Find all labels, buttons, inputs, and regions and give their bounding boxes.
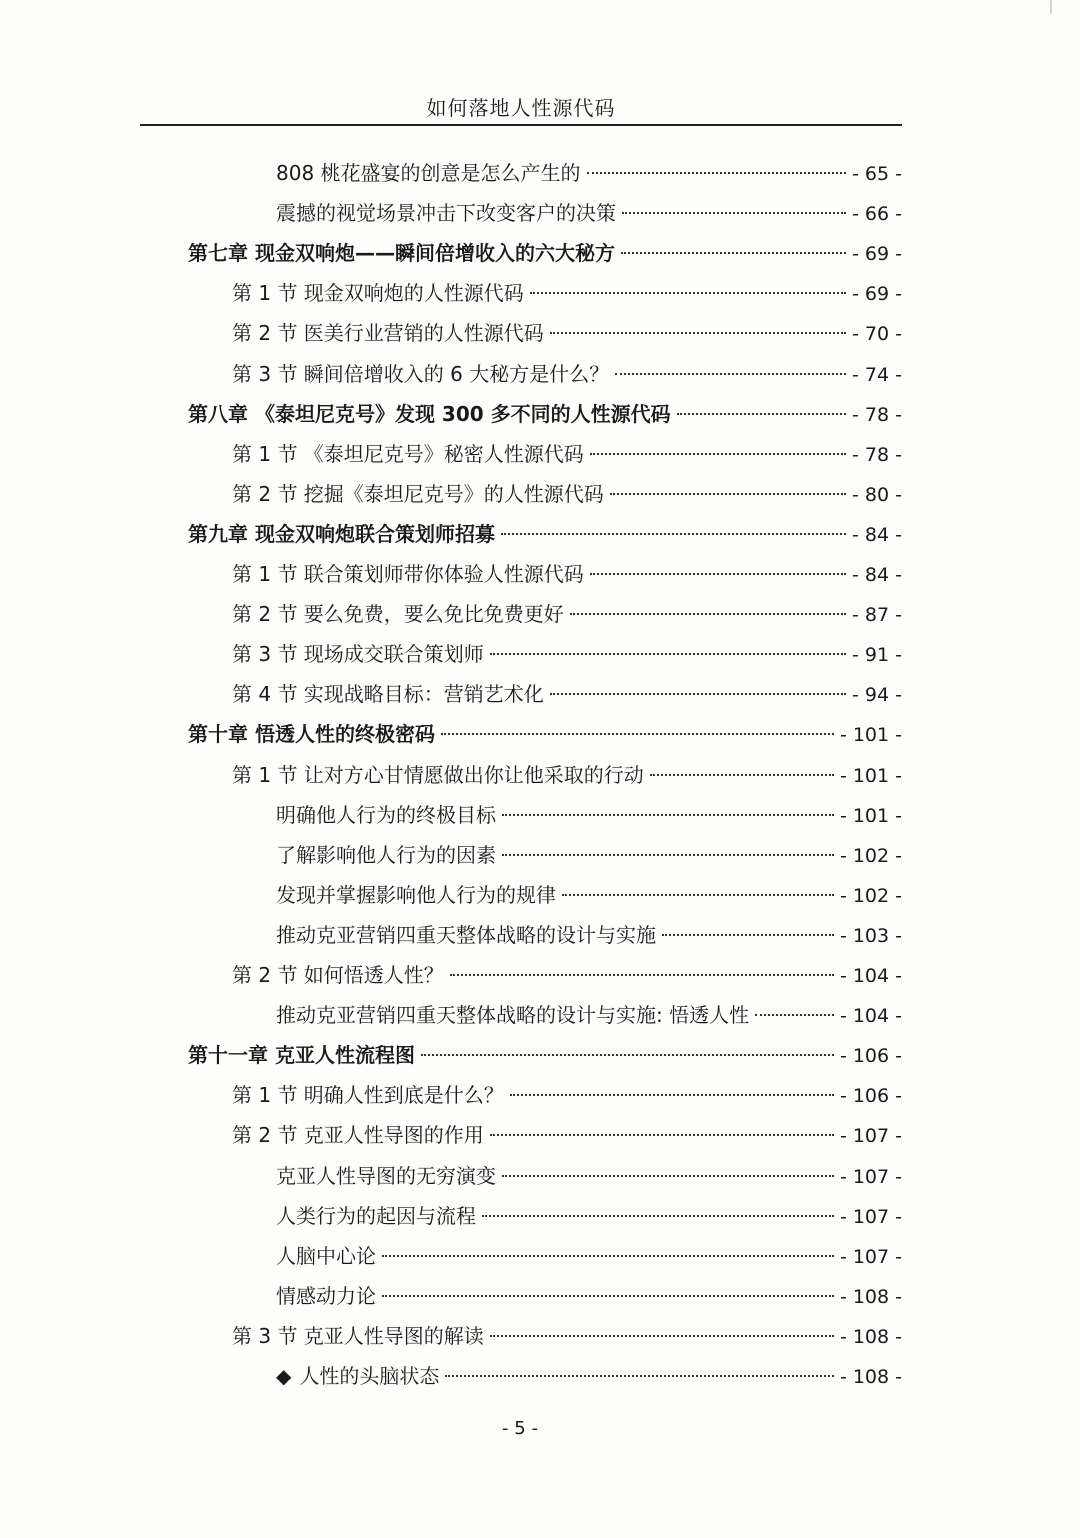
toc-entry-page: - 103 -: [839, 924, 902, 947]
dot-leader: [562, 894, 834, 896]
scan-edge-mark: [1050, 0, 1062, 14]
toc-entry-text: 第 3 节 克亚人性导图的解读: [232, 1323, 484, 1348]
toc-entry-page: - 107 -: [839, 1165, 902, 1188]
toc-entry-page: - 69 -: [852, 243, 902, 266]
dot-leader: [590, 573, 846, 575]
toc-entry-page: - 66 -: [852, 203, 902, 226]
toc-entry-title: [276, 198, 616, 228]
dot-leader: [550, 693, 846, 695]
toc-entry-title: [276, 1281, 376, 1311]
toc-section: [232, 760, 902, 790]
toc-section: [232, 639, 902, 669]
toc-section: [232, 278, 902, 308]
dot-leader: [502, 854, 834, 856]
toc-entry-page: - 104 -: [839, 1005, 902, 1028]
toc-entry-page: - 101 -: [839, 804, 902, 827]
toc-entry-page: - 108 -: [839, 1325, 902, 1348]
dot-leader: [621, 252, 846, 254]
dot-leader: [610, 493, 846, 495]
toc-entry-text: 第 2 节 医美行业营销的人性源代码: [232, 321, 544, 346]
dot-leader: [502, 1175, 834, 1177]
toc-entry-text: 人脑中心论: [276, 1243, 376, 1268]
dot-leader: [502, 814, 834, 816]
toc-entry-title: [276, 1241, 376, 1271]
toc-section: [232, 1321, 902, 1351]
dot-leader: [450, 974, 834, 976]
toc-entry-page: - 78 -: [852, 403, 902, 426]
toc-entry-text: 推动克亚营销四重天整体战略的设计与实施: 悟透人性: [276, 1003, 750, 1028]
toc-entry-title: [232, 679, 544, 709]
toc-entry-text: 第 1 节 《泰坦尼克号》秘密人性源代码: [232, 441, 584, 466]
toc-chapter: [188, 399, 902, 429]
header-rule: [140, 124, 902, 126]
toc-entry-text: 发现并掌握影响他人行为的规律: [276, 882, 556, 907]
toc-entry-title: [276, 840, 496, 870]
toc-entry-text: 明确他人行为的终极目标: [276, 802, 496, 827]
dot-leader: [662, 934, 834, 936]
toc-entry-page: - 69 -: [852, 283, 902, 306]
toc-subsection: [276, 198, 902, 228]
toc-entry-text: 人类行为的起因与流程: [276, 1203, 476, 1228]
toc-section: [232, 1120, 902, 1150]
dot-leader: [677, 413, 846, 415]
toc-section: [232, 318, 902, 348]
toc-entry-title: [188, 719, 435, 749]
toc-subsection: [276, 840, 902, 870]
toc-entry-text: 第七章 现金双响炮——瞬间倍增收入的六大秘方: [188, 241, 615, 266]
toc-entry-page: - 102 -: [839, 884, 902, 907]
toc-entry-title: [232, 559, 584, 589]
toc-entry-title: [276, 1161, 496, 1191]
dot-leader: [587, 172, 847, 174]
toc-entry-text: 第八章 《泰坦尼克号》发现 300 多不同的人性源代码: [188, 401, 671, 426]
toc-entry-page: - 104 -: [839, 965, 902, 987]
toc-section: [232, 599, 902, 629]
toc-chapter: [188, 719, 902, 749]
toc-section: [232, 960, 902, 990]
toc-entry-title: [232, 639, 484, 669]
dot-leader: [650, 774, 834, 776]
toc-entry-page: - 84 -: [852, 523, 902, 546]
toc-chapter: [188, 238, 902, 268]
toc-entry-text: 第十章 悟透人性的终极密码: [188, 722, 435, 747]
toc-section: [232, 559, 902, 589]
toc-entry-page: - 94 -: [852, 684, 902, 707]
page-title: 如何落地人性源代码: [426, 96, 616, 120]
toc-entry-title: [188, 399, 671, 429]
toc-subsection: [276, 1161, 902, 1191]
toc-entry-title: [232, 359, 609, 389]
dot-leader: [501, 533, 846, 535]
toc-entry-text: 第 3 节 瞬间倍增收入的 6 大秘方是什么？: [232, 361, 610, 386]
toc-entry-title: [188, 1040, 415, 1070]
toc-subsection: [276, 880, 902, 910]
toc-entry-text: 第九章 现金双响炮联合策划师招募: [188, 521, 495, 546]
toc-section: [232, 359, 902, 389]
dot-leader: [530, 292, 846, 294]
toc-subsection: [276, 1201, 902, 1231]
toc-entry-page: - 101 -: [839, 724, 902, 747]
toc-entry-text: 808 桃花盛宴的创意是怎么产生的: [276, 161, 581, 185]
toc-entry-page: - 101 -: [839, 764, 902, 787]
page-number: - 5 -: [502, 1418, 538, 1439]
diamond-bullet-icon: ◆: [276, 1364, 292, 1388]
toc-subsection: [276, 158, 902, 188]
toc-entry-page: - 80 -: [852, 483, 902, 506]
dot-leader: [755, 1014, 834, 1016]
toc-entry-text: 第 1 节 让对方心甘情愿做出你让他采取的行动: [232, 762, 644, 787]
toc-entry-title: [232, 479, 604, 509]
dot-leader: [590, 453, 846, 455]
dot-leader: [441, 733, 834, 735]
toc-entry-title: [188, 238, 615, 268]
toc-subsection: [276, 1361, 902, 1391]
toc-entry-page: - 107 -: [839, 1125, 902, 1148]
toc-entry-text: 第 1 节 现金双响炮的人性源代码: [232, 281, 524, 306]
toc-subsection: [276, 1241, 902, 1271]
dot-leader: [445, 1375, 834, 1377]
toc-entry-text: 震撼的视觉场景冲击下改变客户的决策: [276, 201, 616, 226]
toc-entry-page: - 91 -: [852, 644, 902, 667]
toc-entry-title: [232, 1120, 484, 1150]
toc-entry-title: [276, 1361, 439, 1391]
dot-leader: [615, 373, 846, 375]
toc-entry-title: [232, 278, 524, 308]
toc-entry-text: 第 2 节 挖掘《泰坦尼克号》的人性源代码: [232, 481, 604, 506]
toc-entry-text: 推动克亚营销四重天整体战略的设计与实施: [276, 922, 656, 947]
toc-section: [232, 679, 902, 709]
toc-section: [232, 439, 902, 469]
toc-entry-text: 第 2 节 要么免费，要么免比免费更好: [232, 602, 564, 627]
toc-entry-page: - 78 -: [852, 443, 902, 466]
dot-leader: [490, 1134, 834, 1136]
dot-leader: [490, 1335, 834, 1337]
toc-entry-text: 第 3 节 现场成交联合策划师: [232, 642, 484, 667]
toc-entry-page: - 107 -: [839, 1205, 902, 1228]
toc-subsection: [276, 1281, 902, 1311]
toc-entry-page: - 74 -: [852, 363, 902, 386]
toc-entry-page: - 106 -: [839, 1045, 902, 1068]
toc-subsection: [276, 1000, 902, 1030]
toc-entry-text: 第 1 节 联合策划师带你体验人性源代码: [232, 562, 584, 586]
toc-entry-page: - 108 -: [839, 1366, 902, 1388]
toc-entry-title: [276, 800, 496, 830]
toc-subsection: [276, 920, 902, 950]
dot-leader: [421, 1054, 834, 1056]
toc-chapter: [188, 1040, 902, 1070]
dot-leader: [622, 212, 846, 214]
toc-entry-text: 第 1 节 明确人性到底是什么？: [232, 1083, 504, 1108]
toc-section: [232, 1080, 902, 1110]
toc-chapter: [188, 519, 902, 549]
dot-leader: [550, 332, 846, 334]
toc-entry-text: 人性的头脑状态: [299, 1364, 440, 1388]
toc-entry-text: 克亚人性导图的无穷演变: [276, 1163, 496, 1188]
toc-entry-title: [276, 920, 656, 950]
toc-subsection: [276, 800, 902, 830]
toc-entry-text: 第 4 节 实现战略目标：营销艺术化: [232, 682, 544, 707]
dot-leader: [490, 653, 846, 655]
toc-entry-title: [232, 960, 444, 990]
toc-entry-title: [232, 1321, 484, 1351]
toc-entry-title: [232, 1080, 504, 1110]
toc-entry-page: - 102 -: [839, 844, 902, 867]
dot-leader: [510, 1094, 834, 1096]
toc-entry-text: 第十一章 克亚人性流程图: [188, 1043, 415, 1068]
toc-entry-title: [276, 1201, 476, 1231]
dot-leader: [382, 1295, 834, 1297]
toc-entry-title: [232, 599, 564, 629]
toc-entry-title: [188, 519, 495, 549]
toc-section: [232, 479, 902, 509]
toc-entry-page: - 107 -: [839, 1245, 902, 1268]
dot-leader: [382, 1255, 834, 1257]
toc-entry-page: - 87 -: [852, 604, 902, 627]
toc-entry-title: [232, 760, 644, 790]
toc-entry-text: 第 2 节 如何悟透人性？: [232, 963, 444, 987]
dot-leader: [570, 613, 846, 615]
toc-entry-title: [232, 439, 584, 469]
toc-entry-page: - 84 -: [852, 564, 902, 586]
toc-entry-page: - 108 -: [839, 1285, 902, 1308]
toc-entry-text: 情感动力论: [276, 1283, 376, 1308]
toc-entry-title: [276, 1000, 749, 1030]
toc-entry-title: [232, 318, 544, 348]
toc-entry-text: 了解影响他人行为的因素: [276, 842, 496, 867]
toc-entry-page: - 106 -: [839, 1085, 902, 1108]
toc-entry-page: - 65 -: [852, 163, 902, 185]
toc-entry-title: [276, 158, 581, 188]
toc-entry-page: - 70 -: [852, 323, 902, 346]
toc-entry-title: [276, 880, 556, 910]
dot-leader: [482, 1215, 834, 1217]
toc-entry-text: 第 2 节 克亚人性导图的作用: [232, 1123, 484, 1148]
